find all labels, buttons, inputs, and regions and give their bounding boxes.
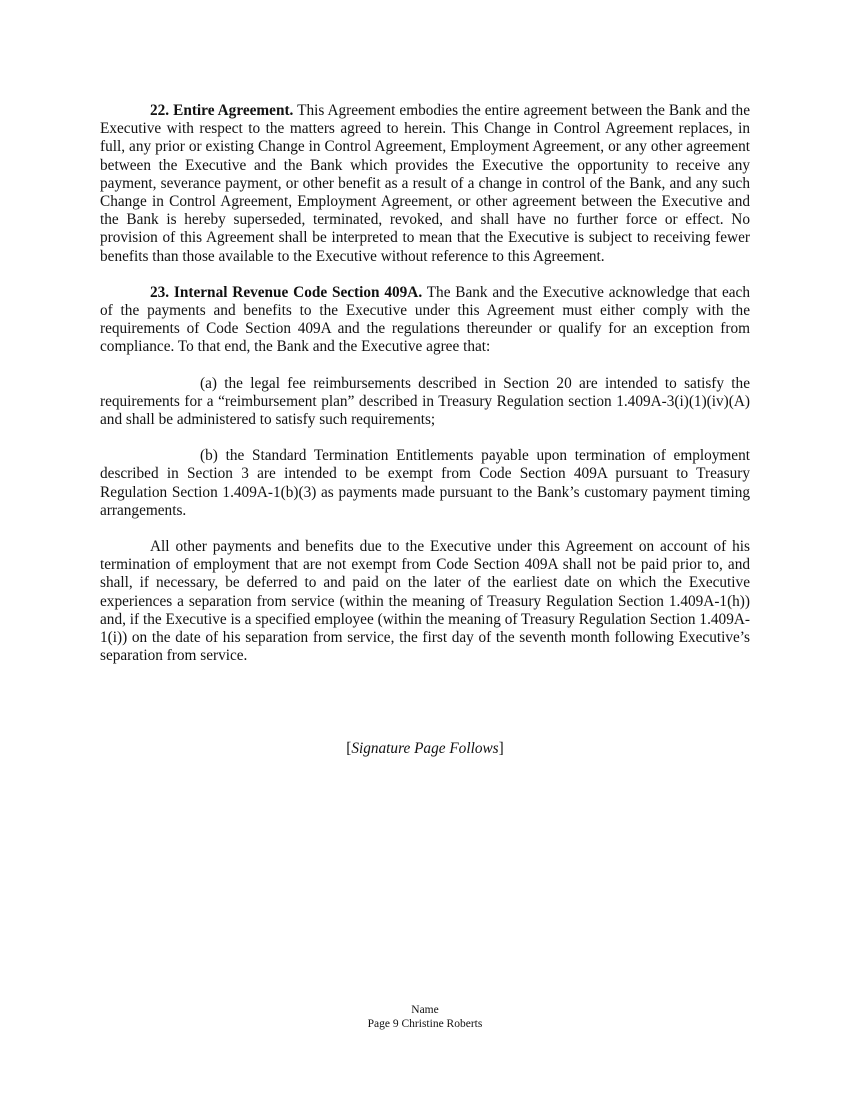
paragraph-spacer bbox=[100, 429, 750, 447]
section-23-item-a: (a) the legal fee reimbursements described in Section 20 are intended to satisfy the requirements for a “reimbursement plan” described in Treasury Regulation section 1.409A-3(i)(1)(iv)(A) and shall be administered to satisfy such requirements; bbox=[100, 374, 750, 429]
paragraph-spacer bbox=[100, 357, 750, 375]
section-23-text: The Bank and the Executive acknowledge that each of the payments and benefits to the Executive under this Agreement must either comply with the requirements of Code Section 409A and the regulations thereunder or qualify for an exception from compliance. To that end, the Bank and the Executive agree that: bbox=[100, 283, 750, 356]
section-22-text: This Agreement embodies the entire agreement between the Bank and the Executive with respect to the matters agreed to herein. This Change in Control Agreement replaces, in full, any prior or existing Change in Control Agreement, Employment Agreement, or any other agreement between the Executive and the Bank which provides the Executive the opportunity to receive any payment, severance payment, or other benefit as a result of a change in control of the Bank, and any such Change in Control Agreement, Employment Agreement, or other agreement between the Executive and the Bank is hereby superseded, terminated, revoked, and shall have no further force or effect. No provision of this Agreement shall be interpreted to mean that the Executive is subject to receiving fewer benefits than those available to the Executive without reference to this Agreement. bbox=[100, 102, 750, 265]
footer-name: Name bbox=[411, 1004, 439, 1016]
signature-note-close-bracket: ] bbox=[498, 740, 504, 757]
page-footer bbox=[100, 1003, 750, 1031]
section-22-paragraph bbox=[100, 102, 750, 266]
paragraph-spacer bbox=[100, 266, 750, 284]
section-23-closing-paragraph: All other payments and benefits due to the Executive under this Agreement on account of his termination of employment that are not exempt from Code Section 409A shall not be paid prior to, and shall, if necessary, be deferred to and paid on the later of the earliest date on which the Executive experiences a separation from service (within the meaning of Treasury Regulation Section 1.409A-1(h)) and, if the Executive is a specified employee (within the meaning of Treasury Regulation Section 1.409A-1(i)) on the date of his separation from service, the first day of the seventh month following Executive’s separation from service. bbox=[100, 538, 750, 665]
signature-page-note bbox=[100, 740, 750, 758]
section-23-paragraph bbox=[100, 284, 750, 357]
document-body bbox=[100, 102, 750, 665]
signature-note-text: Signature Page Follows bbox=[351, 740, 499, 757]
footer-page-number: Page 9 Christine Roberts bbox=[367, 1018, 483, 1030]
section-23-heading: 23. Internal Revenue Code Section 409A. bbox=[150, 283, 423, 301]
signature-note-open-bracket: [ bbox=[346, 740, 352, 757]
section-23-item-b: (b) the Standard Termination Entitlements payable upon termination of employment described in Section 3 are intended to be exempt from Code Section 409A pursuant to Treasury Regulation Section 1.409A-1(b)(3) as payments made pursuant to the Bank’s customary payment timing arrangements. bbox=[100, 447, 750, 519]
section-22-heading: 22. Entire Agreement. bbox=[150, 102, 294, 119]
paragraph-spacer bbox=[100, 520, 750, 538]
